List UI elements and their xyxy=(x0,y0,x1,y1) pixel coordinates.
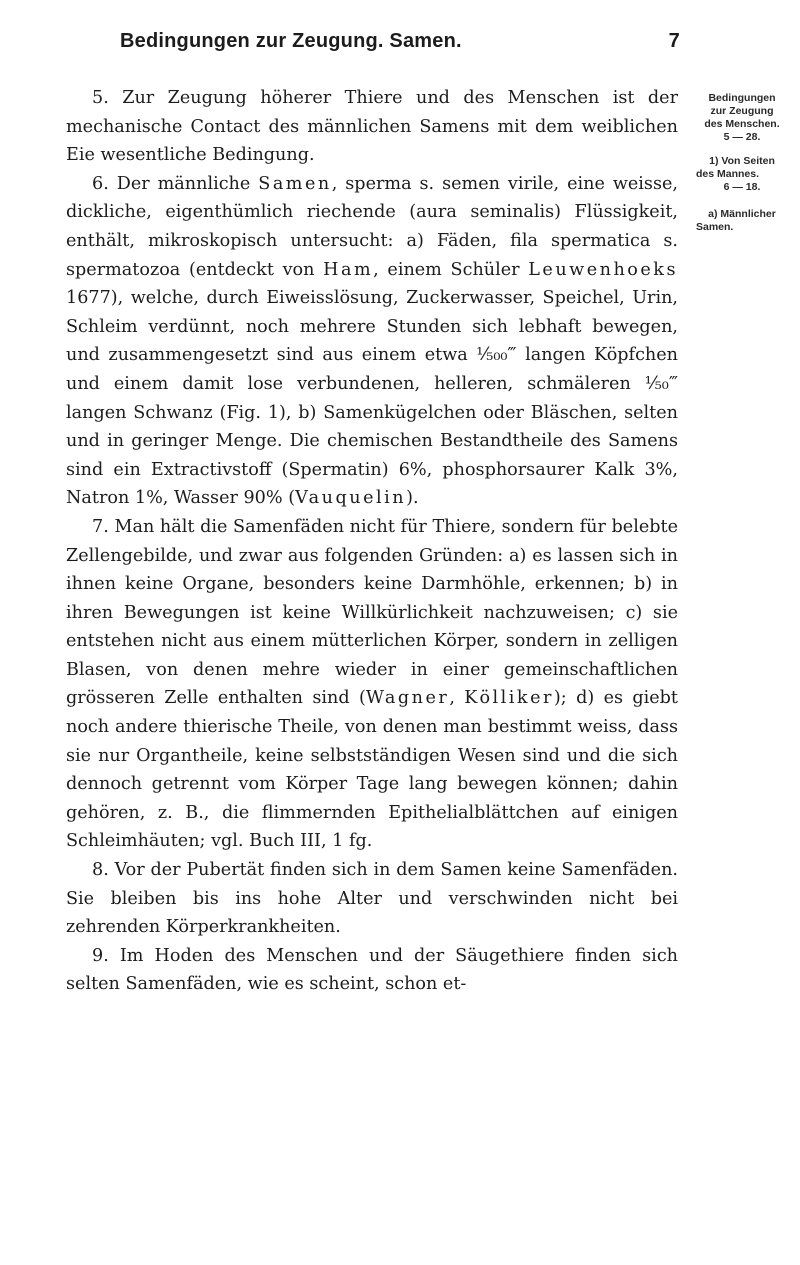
sidenote-line: 1) Von Seiten xyxy=(709,155,775,167)
sidenote-line: Bedingungen xyxy=(708,92,776,104)
sidenote-line: a) Männlicher xyxy=(708,208,776,220)
sidenote-line: des Menschen. xyxy=(704,118,780,130)
sidenote-line: 5 — 28. xyxy=(723,131,761,143)
sidenote-male xyxy=(686,155,798,194)
paragraph-5: 5. Zur Zeugung höherer Thiere und des Menschen ist der mechanische Contact des männlichen Samens mit dem weiblichen Eie wesentliche Bedingung. xyxy=(66,88,678,166)
sidenote-line: zur Zeugung xyxy=(710,105,774,117)
author-ham: Ham xyxy=(323,259,374,280)
paragraph-8: 8. Vor der Pubertät finden sich in dem Samen keine Samenfäden. Sie bleiben bis ins hohe Alter und verschwinden nicht bei zehrenden Körperkrankheiten. xyxy=(66,860,678,938)
paragraph-6: 6. Der männliche Samen, sperma s. semen virile, eine weisse, dickliche, eigenthümlich riechende (aura seminalis) Flüssigkeit, enthält, mikroskopisch untersucht: a) Fäden, fila spermatica s. spermatozoa (entdeckt von Ham, einem Schüler Leuwenhoeks 1677), welche, durch Eiweisslösung, Zuckerwasser, Speichel, Urin, Schleim verdünnt, noch mehrere Stunden sich lebhaft bewegen, und zusammengesetzt sind aus einem etwa ¹⁄₅₀₀‴ langen Köpfchen und einem damit lose verbundenen, helleren, schmäleren ¹⁄₅₀‴ langen Schwanz (Fig. 1), b) Samenkügelchen oder Bläschen, selten und in geringer Menge. Die chemischen Bestandtheile des Samens sind ein Extractivstoff (Spermatin) 6%, phosphorsaurer Kalk 3%, Natron 1%, Wasser 90% (Vauquelin). xyxy=(66,173,678,509)
author-leuwenhoek: Leuwenhoeks xyxy=(528,259,678,280)
sidenote-semen xyxy=(686,208,798,234)
sidenote-line: 6 — 18. xyxy=(723,181,761,193)
author-vauquelin: Vauquelin xyxy=(295,488,407,509)
page-number: 7 xyxy=(668,30,680,52)
paragraph-9: 9. Im Hoden des Menschen und der Säugethiere finden sich selten Samenfäden, wie es scheint, schon et- xyxy=(66,945,678,995)
running-header xyxy=(120,30,680,53)
author-wagner: Wagner xyxy=(365,688,450,709)
author-koelliker: Kölliker xyxy=(464,688,554,709)
main-text xyxy=(66,84,678,999)
term-samen: Samen xyxy=(258,173,332,194)
paragraph-7: 7. Man hält die Samenfäden nicht für Thiere, sondern für belebte Zellengebilde, und zwar aus folgenden Gründen: a) es lassen sich in ihnen keine Organe, besonders keine Darmhöhle, erkennen; b) in ihren Bewegungen ist keine Willkürlichkeit nachzuweisen; c) sie entstehen nicht aus einem mütterlichen Körper, sondern in zelligen Blasen, von denen mehre wieder in einer gemeinschaftlichen grösseren Zelle enthalten sind (Wagner, Kölliker); d) es giebt noch andere thierische Theile, von denen man bestimmt weiss, dass sie nur Organtheile, keine selbstständigen Wesen sind und die sich dennoch getrennt vom Körper Tage lang bewegen können; dahin gehören, z. B., die flimmernden Epithelialblättchen auf einigen Schleimhäuten; vgl. Buch III, 1 fg. xyxy=(66,516,679,852)
sidenote-line: Samen. xyxy=(696,221,734,233)
sidenote-line: des Mannes. xyxy=(696,168,760,180)
sidenote-conditions xyxy=(686,92,798,144)
header-title: Bedingungen zur Zeugung. Samen. xyxy=(120,30,462,52)
